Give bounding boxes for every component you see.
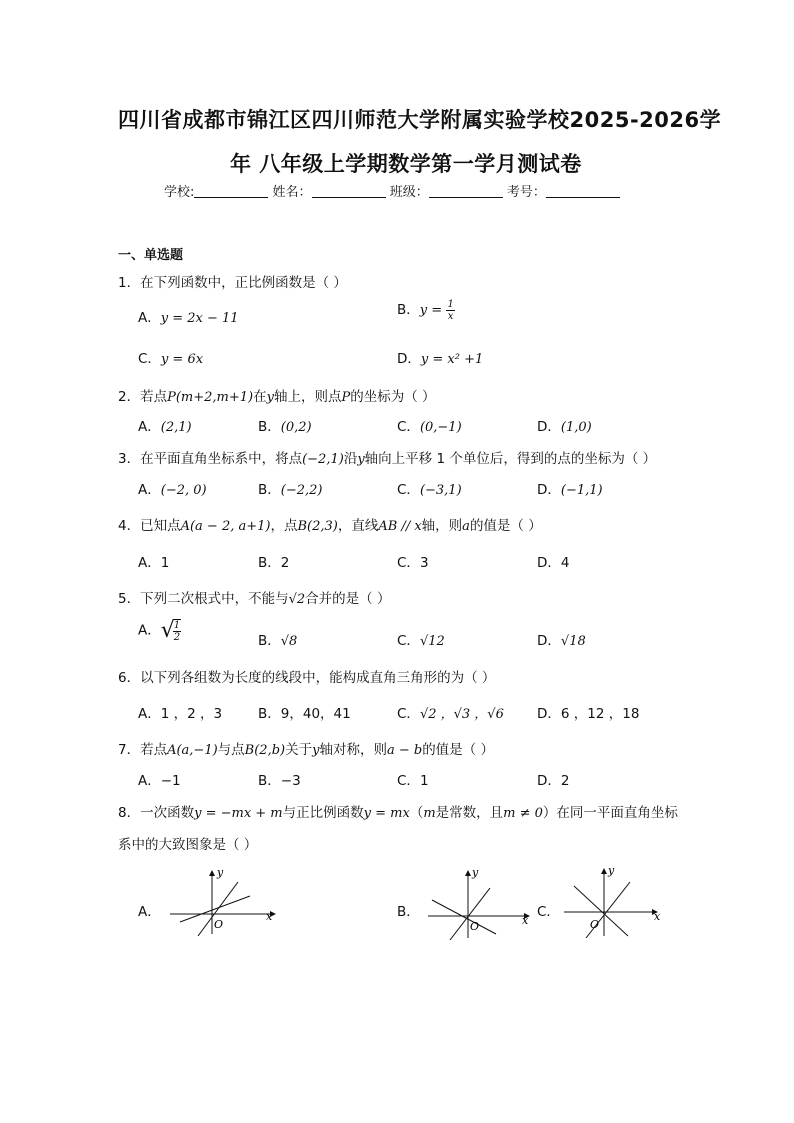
question-2-stem: 2．若点P(m+2,m+1)在y轴上，则点P的坐标为（ ） xyxy=(118,389,436,405)
school-label: 学校: xyxy=(164,185,195,200)
y-axis-label: y xyxy=(472,866,479,879)
question-8-stem-line2: 系中的大致图象是（ ） xyxy=(118,837,258,853)
q7-option-a[interactable]: A．−1 xyxy=(138,773,181,789)
student-info-row xyxy=(164,181,620,200)
question-3-stem: 3．在平面直角坐标系中，将点(−2,1)沿y轴向上平移 1 个单位后，得到的点的坐标为（ ） xyxy=(118,451,657,467)
q8-graph-c xyxy=(560,864,670,938)
section-title: 一、单选题 xyxy=(118,248,184,263)
page-title-line1: 四川省成都市锦江区四川师范大学附属实验学校2025-2026学 xyxy=(118,108,722,132)
origin-label: O xyxy=(470,920,480,933)
page-title-line2: 年 八年级上学期数学第一学月测试卷 xyxy=(230,152,582,176)
q8-option-c[interactable]: C． xyxy=(537,904,560,920)
q3-option-a[interactable]: A．(−2, 0) xyxy=(138,482,207,498)
question-5-stem: 5．下列二次根式中，不能与√2合并的是（ ） xyxy=(118,591,391,607)
y-axis-label: y xyxy=(217,866,224,879)
question-1-stem: 1．在下列函数中，正比例函数是（ ） xyxy=(118,275,347,291)
x-axis-label: x xyxy=(266,910,273,923)
q7-option-c[interactable]: C．1 xyxy=(397,773,429,789)
q3-option-d[interactable]: D．(−1,1) xyxy=(537,482,603,498)
q8-option-b[interactable]: B． xyxy=(397,904,420,920)
x-axis-label: x xyxy=(654,910,661,923)
q1-option-b[interactable]: B．y = $\frac{1}{x}$ xyxy=(397,298,454,322)
q5-option-c[interactable]: C．√12 xyxy=(397,633,445,649)
exam-number-blank[interactable] xyxy=(546,185,620,198)
q8-graph-b xyxy=(420,866,540,940)
q7-option-b[interactable]: B．−3 xyxy=(258,773,301,789)
question-4-stem: 4．已知点A(a − 2, a+1)，点B(2,3)，直线AB // x轴，则a的值是（ ） xyxy=(118,518,542,534)
q6-option-d[interactable]: D．6 ，12 ，18 xyxy=(537,706,640,722)
class-blank[interactable] xyxy=(429,185,503,198)
q6-option-a[interactable]: A．1 ，2 ，3 xyxy=(138,706,223,722)
q6-option-c[interactable]: C．√2 ，√3 ，√6 xyxy=(397,706,504,722)
x-axis-label: x xyxy=(522,914,529,927)
exam-number-label: 考号： xyxy=(506,185,546,200)
class-label: 班级： xyxy=(389,185,429,200)
q1-option-d[interactable]: D．y = x² +1 xyxy=(397,351,484,367)
q4-option-c[interactable]: C．3 xyxy=(397,555,429,571)
q4-option-a[interactable]: A．1 xyxy=(138,555,170,571)
q3-option-b[interactable]: B．(−2,2) xyxy=(258,482,323,498)
q1-option-a[interactable]: A．y = 2x − 11 xyxy=(138,310,239,326)
question-7-stem: 7．若点A(a,−1)与点B(2,b)关于y轴对称，则a − b的值是（ ） xyxy=(118,742,494,758)
q2-option-d[interactable]: D．(1,0) xyxy=(537,419,592,435)
origin-label: O xyxy=(590,918,600,931)
question-6-stem: 6．以下列各组数为长度的线段中，能构成直角三角形的为（ ） xyxy=(118,670,496,686)
name-blank[interactable] xyxy=(312,185,386,198)
q2-option-a[interactable]: A．(2,1) xyxy=(138,419,192,435)
q5-option-d[interactable]: D．√18 xyxy=(537,633,586,649)
q5-option-a[interactable]: A．√ $\frac{1}{2}$ xyxy=(138,618,181,643)
question-8-stem: 8．一次函数y = −mx + m与正比例函数y = mx（m是常数，且m ≠ 0）在同一平面直角坐标 xyxy=(118,805,678,821)
name-label: 姓名： xyxy=(272,185,312,200)
q4-option-b[interactable]: B．2 xyxy=(258,555,290,571)
q8-option-a[interactable]: A． xyxy=(138,904,161,920)
fraction: $\frac{1}{x}$ xyxy=(447,298,454,322)
q1-option-c[interactable]: C．y = 6x xyxy=(138,351,204,367)
q8-graph-a xyxy=(160,866,280,936)
q6-option-b[interactable]: B．9，40，41 xyxy=(258,706,351,722)
school-blank[interactable] xyxy=(194,185,268,198)
q4-option-d[interactable]: D．4 xyxy=(537,555,570,571)
q3-option-c[interactable]: C．(−3,1) xyxy=(397,482,462,498)
origin-label: O xyxy=(214,918,224,931)
q2-option-c[interactable]: C．(0,−1) xyxy=(397,419,462,435)
q2-option-b[interactable]: B．(0,2) xyxy=(258,419,312,435)
y-axis-label: y xyxy=(608,864,615,877)
q7-option-d[interactable]: D．2 xyxy=(537,773,570,789)
q5-option-b[interactable]: B．√8 xyxy=(258,633,298,649)
